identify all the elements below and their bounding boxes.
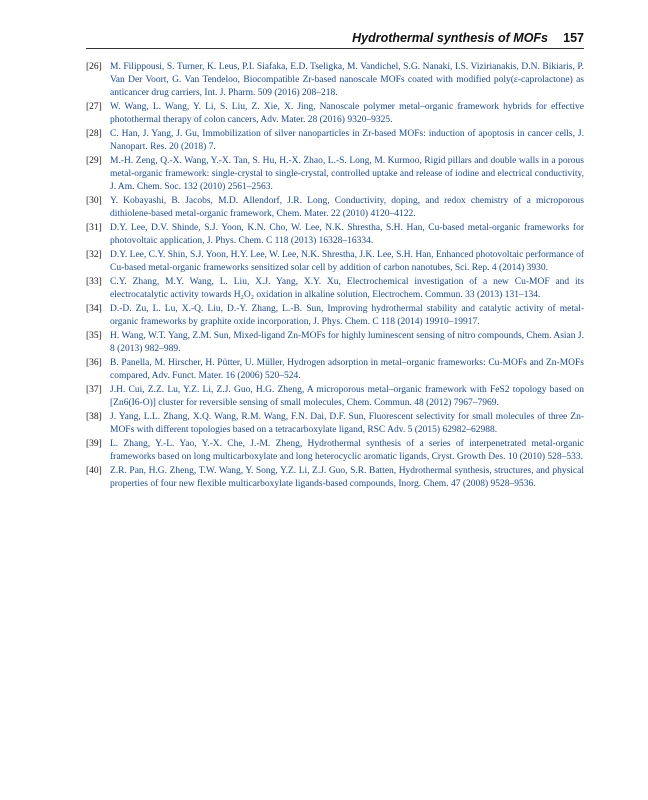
reference-item — [86, 61, 584, 100]
reference-link[interactable]: L. Zhang, Y.-L. Yao, Y.-X. Che, J.-M. Zheng, Hydrothermal synthesis of a series of interpenetrated metal-organic frameworks based on long multicarboxylate and long heterocyclic aromatic ligands, Cryst. Growth Des. 10 (2010) 528–533. — [110, 439, 584, 462]
reference-number: [31] — [86, 223, 102, 233]
reference-link[interactable]: H. Wang, W.T. Yang, Z.M. Sun, Mixed-ligand Zn-MOFs for highly luminescent sensing of nitro compounds, Chem. Asian J. 8 (2013) 982–989. — [110, 331, 584, 354]
reference-link[interactable]: D.-D. Zu, L. Lu, X.-Q. Liu, D.-Y. Zhang, L.-B. Sun, Improving hydrothermal stability and catalytic activity of metal-organic frameworks by graphite oxide incorporation, J. Phys. Chem. C 118 (2014) 19910–19917. — [110, 304, 584, 327]
reference-item — [86, 195, 584, 221]
reference-number: [29] — [86, 156, 102, 166]
reference-item — [86, 465, 584, 491]
reference-number: [37] — [86, 385, 102, 395]
reference-item — [86, 411, 584, 437]
reference-link[interactable]: W. Wang, L. Wang, Y. Li, S. Liu, Z. Xie, X. Jing, Nanoscale polymer metal–organic framework hybrids for effective photothermal therapy of colon cancers, Adv. Mater. 28 (2016) 9320–9325. — [110, 102, 584, 125]
reference-item — [86, 384, 584, 410]
reference-item — [86, 155, 584, 194]
reference-item — [86, 249, 584, 275]
reference-number: [35] — [86, 331, 102, 341]
reference-link[interactable]: C.Y. Zhang, M.Y. Wang, L. Liu, X.J. Yang, X.Y. Xu, Electrochemical investigation of a new Cu-MOF and its electrocatalytic activity towards H₂O₂ oxidation in alkaline solution, Electrochem. Commun. 33 (2013) 131–134. — [110, 277, 584, 300]
reference-number: [39] — [86, 439, 102, 449]
reference-link[interactable]: M. Filippousi, S. Turner, K. Leus, P.I. Siafaka, E.D. Tseligka, M. Vandichel, S.G. Nanaki, I.S. Vizirianakis, D.N. Bikiaris, P. Van Der Voort, G. Van Tendeloo, Biocompatible Zr-based nanoscale MOFs coated with modified poly(ε-caprolactone) as anticancer drug carriers, Int. J. Pharm. 509 (2016) 208–218. — [110, 62, 584, 98]
reference-link[interactable]: J. Yang, L.L. Zhang, X.Q. Wang, R.M. Wang, F.N. Dai, D.F. Sun, Fluorescent selectivity for small molecules of three Zn-MOFs with different topologies based on a tetracarboxylate ligand, RSC Adv. 5 (2015) 62982–62988. — [110, 412, 584, 435]
reference-number: [40] — [86, 466, 102, 476]
reference-number: [28] — [86, 129, 102, 139]
reference-number: [33] — [86, 277, 102, 287]
reference-item — [86, 276, 584, 302]
reference-link[interactable]: C. Han, J. Yang, J. Gu, Immobilization of silver nanoparticles in Zr-based MOFs: induction of apoptosis in cancer cells, J. Nanopart. Res. 20 (2018) 7. — [110, 129, 584, 152]
reference-item — [86, 128, 584, 154]
reference-item — [86, 438, 584, 464]
reference-link[interactable]: Y. Kobayashi, B. Jacobs, M.D. Allendorf, J.R. Long, Conductivity, doping, and redox chemistry of a microporous dithiolene-based metal-organic framework, Chem. Mater. 22 (2010) 4120–4122. — [110, 196, 584, 219]
reference-item — [86, 357, 584, 383]
reference-number: [32] — [86, 250, 102, 260]
running-header — [86, 30, 584, 49]
reference-link[interactable]: Z.R. Pan, H.G. Zheng, T.W. Wang, Y. Song, Y.Z. Li, Z.J. Guo, S.R. Batten, Hydrothermal synthesis, structures, and physical properties of four new flexible multicarboxylate ligands-based compounds, Inorg. Chem. 47 (2008) 9528–9536. — [110, 466, 584, 489]
reference-item — [86, 101, 584, 127]
reference-number: [36] — [86, 358, 102, 368]
reference-number: [26] — [86, 62, 102, 72]
running-title: Hydrothermal synthesis of MOFs — [352, 31, 548, 45]
reference-link[interactable]: M.-H. Zeng, Q.-X. Wang, Y.-X. Tan, S. Hu, H.-X. Zhao, L.-S. Long, M. Kurmoo, Rigid pillars and double walls in a porous metal-organic framework: single-crystal to single-crystal, controlled uptake and release of iodine and electrical conductivity, J. Am. Chem. Soc. 132 (2010) 2561–2563. — [110, 156, 584, 192]
reference-item — [86, 330, 584, 356]
reference-item — [86, 303, 584, 329]
reference-number: [30] — [86, 196, 102, 206]
reference-item — [86, 222, 584, 248]
reference-number: [27] — [86, 102, 102, 112]
reference-number: [34] — [86, 304, 102, 314]
reference-list — [86, 61, 584, 492]
reference-number: [38] — [86, 412, 102, 422]
reference-link[interactable]: B. Panella, M. Hirscher, H. Pütter, U. Müller, Hydrogen adsorption in metal–organic frameworks: Cu-MOFs and Zn-MOFs compared, Adv. Funct. Mater. 16 (2006) 520–524. — [110, 358, 584, 381]
reference-link[interactable]: D.Y. Lee, D.V. Shinde, S.J. Yoon, K.N. Cho, W. Lee, N.K. Shrestha, S.H. Han, Cu-based metal-organic frameworks for photovoltaic application, J. Phys. Chem. C 118 (2013) 16328–16334. — [110, 223, 584, 246]
reference-link[interactable]: D.Y. Lee, C.Y. Shin, S.J. Yoon, H.Y. Lee, W. Lee, N.K. Shrestha, J.K. Lee, S.H. Han, Enhanced photovoltaic performance of Cu-based metal-organic frameworks sensitized solar cell by addition of carbon nanotubes, Sci. Rep. 4 (2014) 3930. — [110, 250, 584, 273]
reference-link[interactable]: J.H. Cui, Z.Z. Lu, Y.Z. Li, Z.J. Guo, H.G. Zheng, A microporous metal–organic framework with FeS2 topology based on [Zn6(I6-O)] cluster for reversible sensing of small molecules, Chem. Commun. 48 (2012) 7967–7969. — [110, 385, 584, 408]
page-number: 157 — [563, 31, 584, 45]
